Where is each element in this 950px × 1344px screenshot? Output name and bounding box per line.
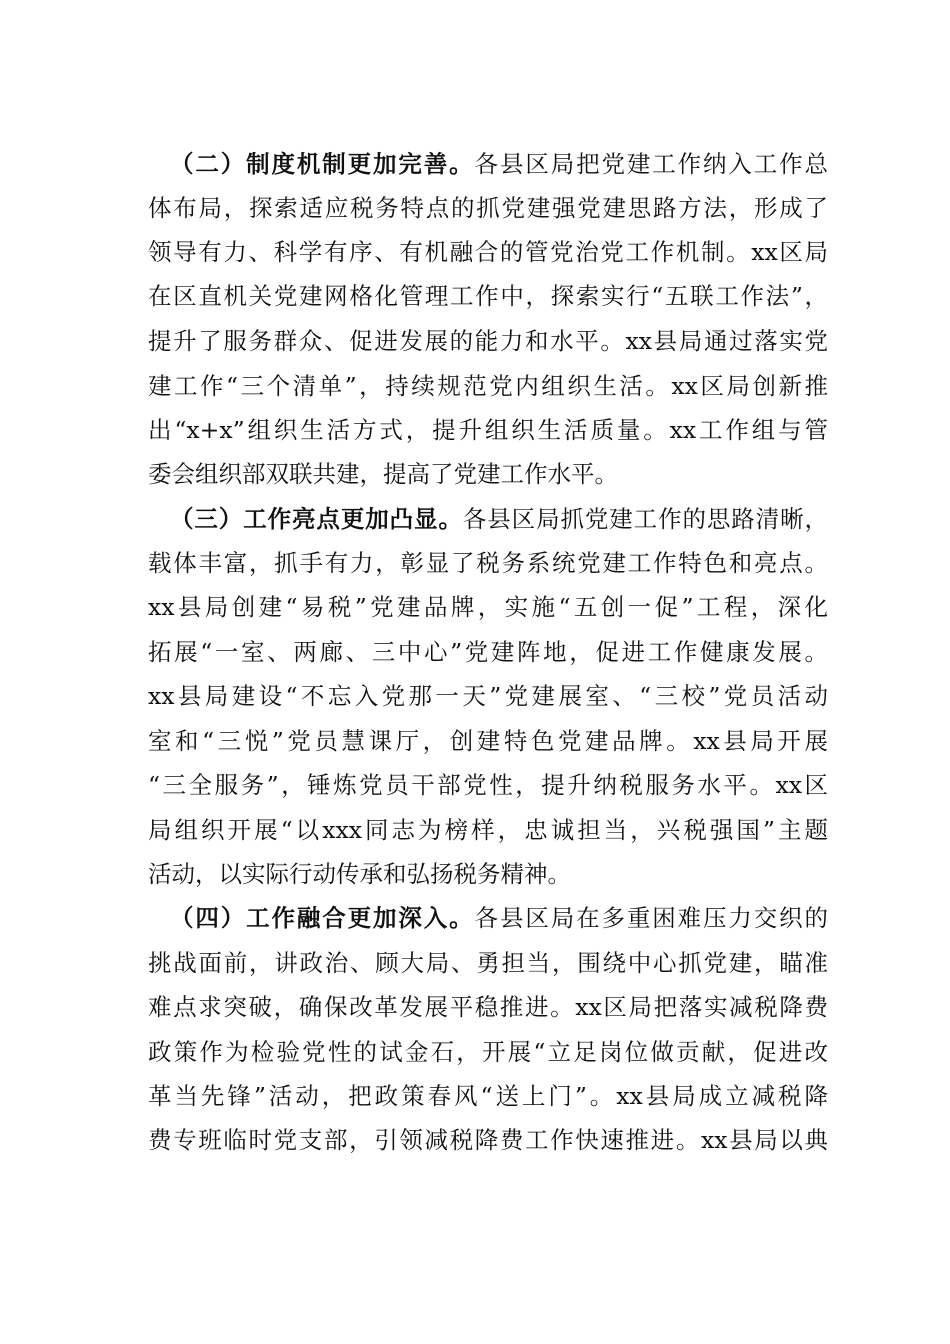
paragraph-3-line-2: 载体丰富，抓手有力，彰显了税务系统党建工作特色和亮点。 (148, 549, 828, 577)
paragraph-2-line-6: 建工作“三个清单”，持续规范党内组织生活。xx区局创新推 (148, 372, 828, 400)
paragraph-2-line-2: 体布局，探索适应税务特点的抓党建强党建思路方法，形成了 (148, 194, 828, 222)
paragraph-4-line-2: 挑战面前，讲政治、顾大局、勇担当，围绕中心抓党建，瞄准 (148, 949, 828, 977)
paragraph-3-line-8: 局组织开展“以xxx同志为榜样，忠诚担当，兴税强国”主题 (148, 816, 828, 844)
paragraph-2-line-4: 在区直机关党建网格化管理工作中，探索实行“五联工作法”， (148, 282, 828, 310)
paragraph-3-line-7: “三全服务”，锤炼党员干部党性，提升纳税服务水平。xx区 (148, 771, 828, 799)
paragraph-3-text: 各县区局抓党建工作的思路清晰， (462, 505, 829, 533)
paragraph-4-line-5: 革当先锋”活动，把政策春风“送上门”。xx县局成立减税降 (148, 1082, 828, 1110)
paragraph-2-line-8: 委会组织部双联共建，提高了党建工作水平。 (148, 460, 618, 488)
paragraph-4-text: 各县区局在多重困难压力交织的 (474, 904, 829, 932)
paragraph-2-line-3: 领导有力、科学有序、有机融合的管党治党工作机制。xx区局 (148, 238, 828, 266)
paragraph-2-heading: （二）制度机制更加完善。 (170, 150, 475, 178)
paragraph-2-line-7: 出“x+x”组织生活方式，提升组织生活质量。xx工作组与管 (148, 416, 828, 444)
paragraph-4-line-3: 难点求突破，确保改革发展平稳推进。xx区局把落实减税降费 (148, 993, 828, 1021)
paragraph-3-line-6: 室和“三悦”党员慧课厅，创建特色党建品牌。xx县局开展 (148, 727, 828, 755)
paragraph-2-line-5: 提升了服务群众、促进发展的能力和水平。xx县局通过落实党 (148, 327, 828, 355)
paragraph-3-line-1 (170, 497, 828, 541)
paragraph-2-text: 各县区局把党建工作纳入工作总 (474, 150, 829, 178)
paragraph-4-line-6: 费专班临时党支部，引领减税降费工作快速推进。xx县局以典 (148, 1126, 828, 1154)
paragraph-2-line-1 (170, 142, 828, 186)
paragraph-3-line-3: xx县局创建“易税”党建品牌，实施“五创一促”工程，深化 (148, 593, 828, 621)
paragraph-3-line-5: xx县局建设“不忘入党那一天”党建展室、“三校”党员活动 (148, 682, 828, 710)
paragraph-3-heading: （三）工作亮点更加凸显。 (170, 505, 463, 533)
paragraph-3-line-4: 拓展“一室、两廊、三中心”党建阵地，促进工作健康发展。 (148, 638, 828, 666)
paragraph-4-line-4: 政策作为检验党性的试金石，开展“立足岗位做贡献，促进改 (148, 1038, 828, 1066)
paragraph-3-line-9: 活动，以实际行动传承和弘扬税务精神。 (148, 860, 571, 888)
paragraph-4-heading: （四）工作融合更加深入。 (170, 904, 475, 932)
paragraph-4-line-1 (170, 896, 828, 940)
